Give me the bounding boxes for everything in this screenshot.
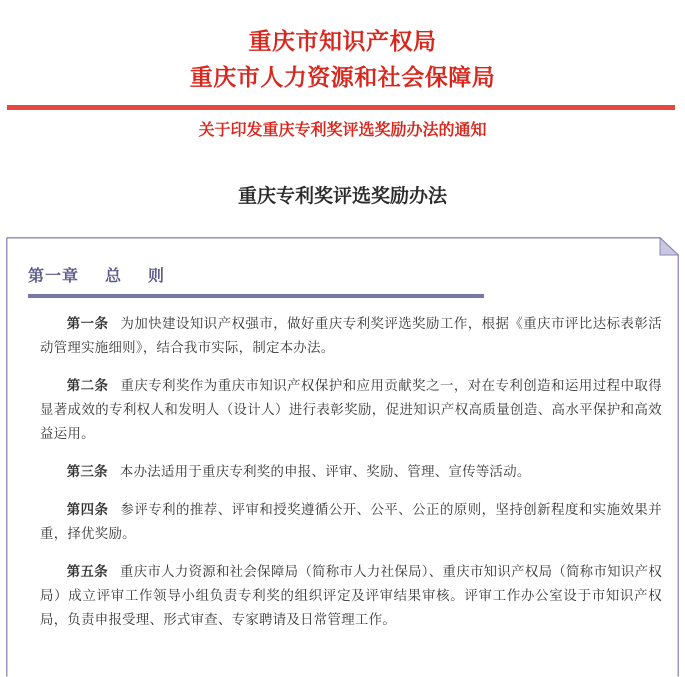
article-1 <box>40 313 662 361</box>
article-5 <box>40 561 662 633</box>
article-3 <box>40 461 662 485</box>
document-header <box>0 0 685 96</box>
document-title: 重庆专利奖评选奖励办法 <box>237 185 447 207</box>
article-text: 重庆专利奖作为重庆市知识产权保护和应用贡献奖之一，对在专利创造和运用过程中取得显著成效的专利权人和发明人（设计人）进行表彰奖励，促进知识产权高质量创造、高水平保护和高效益运用。 <box>40 379 662 442</box>
chapter-name-2: 则 <box>148 266 166 285</box>
article-number: 第四条 <box>66 503 109 518</box>
article-4 <box>40 499 662 547</box>
article-number: 第二条 <box>66 379 109 394</box>
issuing-org-2: 重庆市人力资源和社会保障局 <box>189 65 496 91</box>
article-text: 参评专利的推荐、评审和授奖遵循公开、公平、公正的原则，坚持创新程度和实施效果并重，择优奖励。 <box>40 503 662 542</box>
chapter-heading <box>28 265 165 287</box>
article-number: 第一条 <box>66 317 109 332</box>
issuing-org-1: 重庆市知识产权局 <box>248 29 437 55</box>
article-text: 重庆市人力资源和社会保障局（简称市人力社保局）、重庆市知识产权局（简称市知识产权局）成立评审工作领导小组负责专利奖的组织评定及评审结果审核。评审工作办公室设于市知识产权局，负责申报受理、形式审查、专家聘请及日常管理工作。 <box>40 565 663 628</box>
content-card <box>6 237 679 677</box>
article-list <box>40 313 662 647</box>
article-number: 第三条 <box>66 465 108 480</box>
article-text: 为加快建设知识产权强市，做好重庆专利奖评选奖励工作，根据《重庆市评比达标表彰活动管理实施细则》，结合我市实际，制定本办法。 <box>40 317 662 356</box>
chapter-name-1: 总 <box>105 266 123 285</box>
red-divider <box>7 105 675 110</box>
notice-title: 关于印发重庆专利奖评选奖励办法的通知 <box>198 120 487 139</box>
article-number: 第五条 <box>66 565 108 580</box>
chapter-underline <box>28 294 484 298</box>
article-text: 本办法适用于重庆专利奖的申报、评审、奖励、管理、宣传等活动。 <box>119 465 531 480</box>
article-2 <box>40 375 662 447</box>
chapter-number: 第一章 <box>28 266 80 285</box>
folded-corner-icon <box>660 238 678 255</box>
